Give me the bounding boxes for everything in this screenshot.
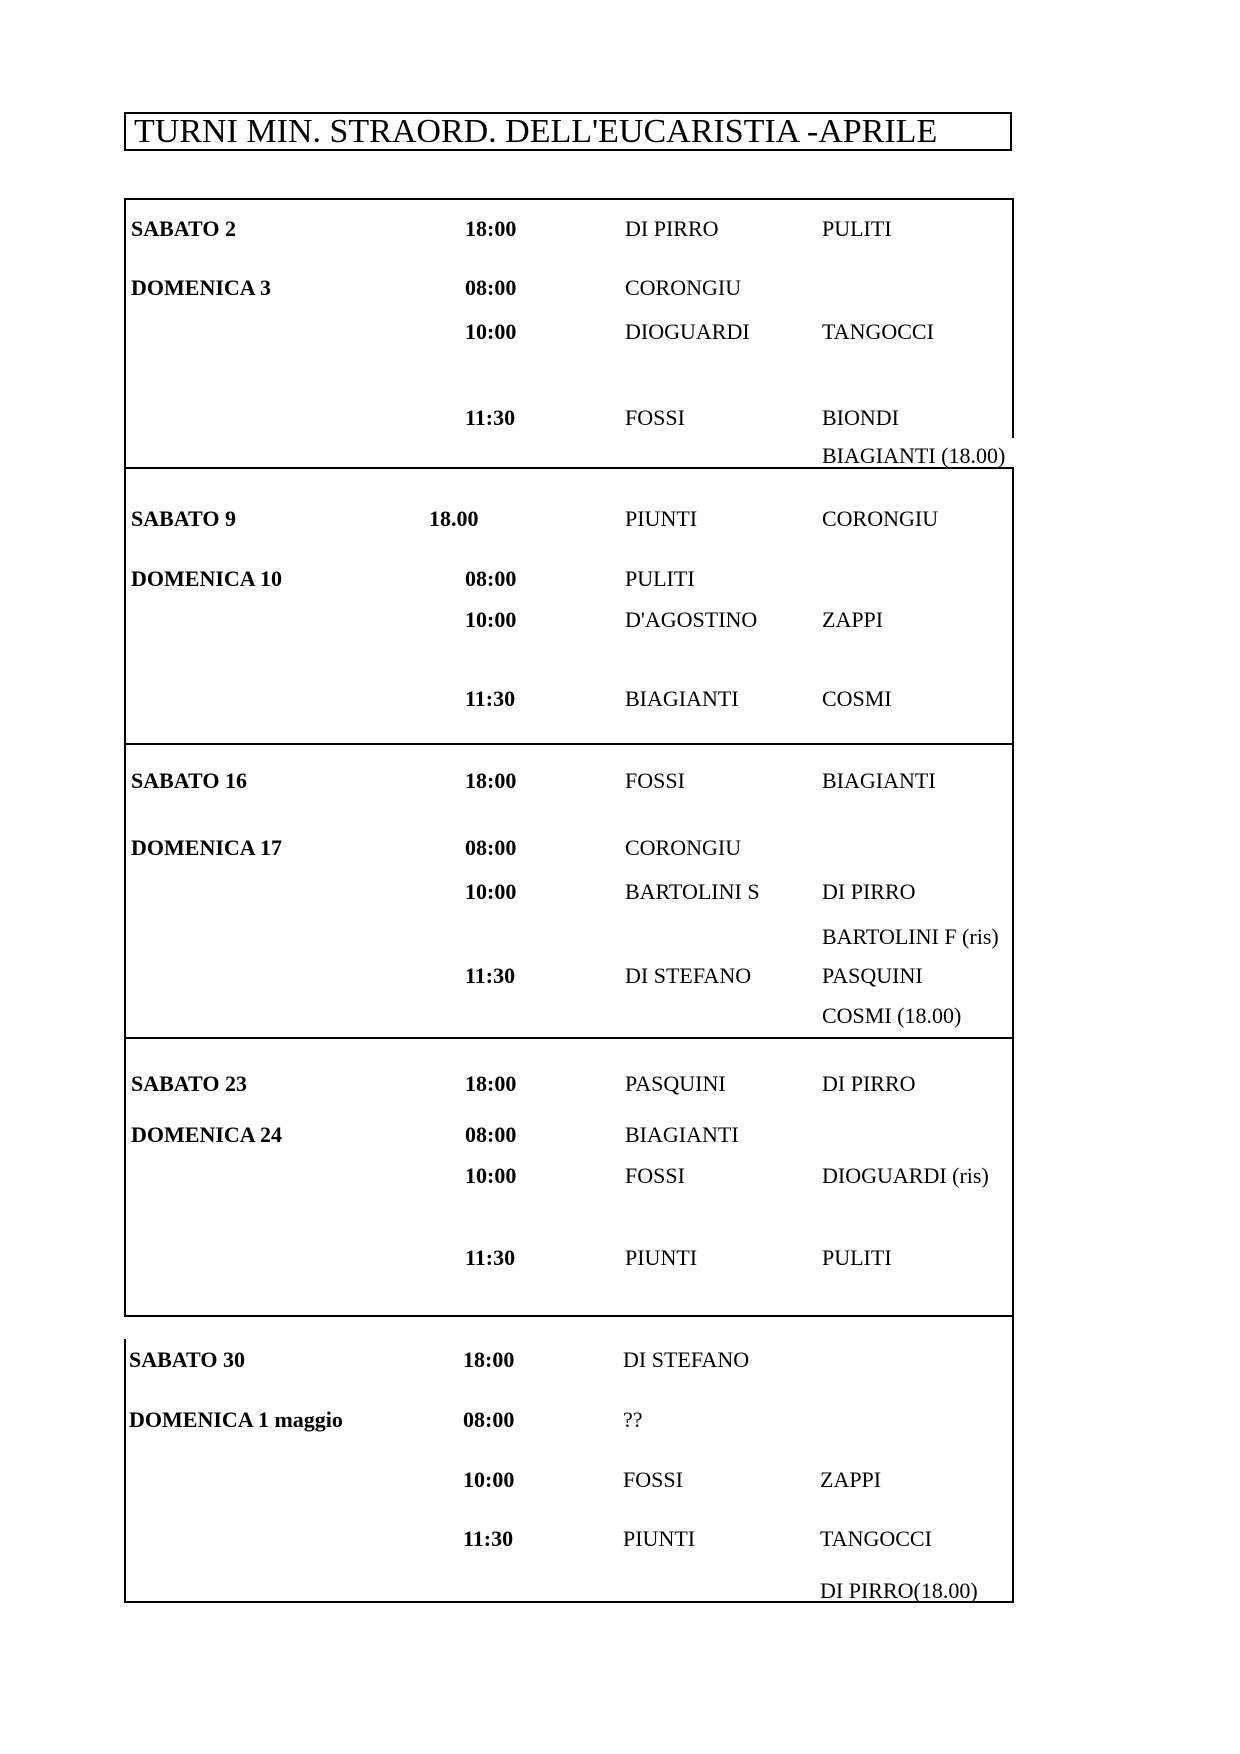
time-label: 18:00	[465, 1071, 517, 1096]
schedule-row	[126, 606, 1012, 634]
minister-1: DI PIRRO	[625, 216, 719, 241]
schedule-row	[126, 962, 1012, 990]
schedule-row	[126, 442, 1014, 470]
schedule-row	[126, 274, 1014, 302]
schedule-row	[126, 404, 1014, 432]
time-label: 18.00	[429, 506, 479, 531]
time-label: 10:00	[465, 319, 517, 344]
day-label: SABATO 16	[131, 768, 247, 793]
day-label: DOMENICA 10	[131, 566, 282, 591]
minister-2: COSMI	[822, 686, 892, 711]
minister-2: DIOGUARDI (ris)	[822, 1163, 989, 1188]
time-label: 08:00	[463, 1407, 515, 1432]
minister-1: BIAGIANTI	[625, 1122, 739, 1147]
page-title: TURNI MIN. STRAORD. DELL'EUCARISTIA -APRILE	[124, 112, 1012, 151]
schedule-row	[126, 685, 1012, 713]
week-block-2	[124, 469, 1014, 745]
week-block-5	[124, 1317, 1014, 1603]
minister-1: FOSSI	[623, 1467, 683, 1492]
week-block-4	[124, 1039, 1014, 1317]
day-label: SABATO 23	[131, 1071, 247, 1096]
minister-2: ZAPPI	[822, 607, 884, 632]
schedule-row	[126, 318, 1014, 346]
minister-2: TANGOCCI	[820, 1526, 932, 1551]
minister-1: D'AGOSTINO	[625, 607, 758, 632]
minister-2: COSMI (18.00)	[822, 1003, 962, 1028]
schedule-row	[126, 1162, 1012, 1190]
schedule-row	[126, 1070, 1012, 1098]
time-label: 11:30	[463, 1526, 514, 1551]
minister-1: CORONGIU	[625, 835, 742, 860]
time-label: 10:00	[465, 879, 517, 904]
time-label: 08:00	[465, 566, 517, 591]
minister-2: PASQUINI	[822, 963, 923, 988]
minister-2: BARTOLINI F (ris)	[822, 924, 999, 949]
minister-1: DI STEFANO	[623, 1347, 750, 1372]
day-label: SABATO 9	[131, 506, 236, 531]
minister-1: CORONGIU	[625, 275, 742, 300]
day-label: DOMENICA 1 maggio	[129, 1407, 343, 1432]
week-block-3	[124, 745, 1014, 1039]
time-label: 11:30	[465, 963, 516, 988]
minister-1: PIUNTI	[625, 506, 698, 531]
minister-1: PULITI	[625, 566, 695, 591]
minister-1: FOSSI	[625, 768, 685, 793]
week-block-1	[124, 198, 1014, 469]
minister-1: FOSSI	[625, 405, 685, 430]
schedule-row	[126, 1244, 1012, 1272]
schedule-row	[126, 878, 1012, 906]
day-label: SABATO 2	[131, 216, 236, 241]
time-label: 11:30	[465, 1245, 516, 1270]
minister-1: BIAGIANTI	[625, 686, 739, 711]
minister-1: PIUNTI	[625, 1245, 698, 1270]
minister-2: DI PIRRO(18.00)	[820, 1578, 978, 1603]
minister-1: PIUNTI	[623, 1526, 696, 1551]
minister-1: FOSSI	[625, 1163, 685, 1188]
minister-1: ??	[623, 1407, 643, 1432]
minister-2: TANGOCCI	[822, 319, 934, 344]
minister-2: BIONDI	[822, 405, 899, 430]
time-label: 10:00	[465, 607, 517, 632]
day-label: DOMENICA 24	[131, 1122, 282, 1147]
minister-1: DIOGUARDI	[625, 319, 750, 344]
schedule-row	[126, 834, 1012, 862]
minister-2: BIAGIANTI	[822, 768, 936, 793]
minister-1: PASQUINI	[625, 1071, 726, 1096]
day-label: SABATO 30	[129, 1347, 245, 1372]
schedule-row	[124, 1466, 1012, 1494]
schedule-row	[126, 767, 1012, 795]
time-label: 11:30	[465, 405, 516, 430]
minister-2: PULITI	[822, 216, 892, 241]
schedule-row	[124, 1525, 1012, 1553]
minister-1: DI STEFANO	[625, 963, 752, 988]
time-label: 10:00	[465, 1163, 517, 1188]
minister-2: DI PIRRO	[822, 1071, 916, 1096]
schedule-row	[126, 1121, 1012, 1149]
time-label: 18:00	[463, 1347, 515, 1372]
time-label: 18:00	[465, 768, 517, 793]
schedule-row	[126, 1002, 1012, 1030]
minister-1: BARTOLINI S	[625, 879, 760, 904]
time-label: 08:00	[465, 1122, 517, 1147]
schedule-row	[126, 923, 1012, 951]
time-label: 08:00	[465, 275, 517, 300]
schedule-row	[126, 505, 1012, 533]
schedule-row	[124, 1406, 1012, 1434]
schedule-row	[124, 1346, 1012, 1374]
minister-2: CORONGIU	[822, 506, 939, 531]
day-label: DOMENICA 3	[131, 275, 271, 300]
minister-2: ZAPPI	[820, 1467, 882, 1492]
time-label: 11:30	[465, 686, 516, 711]
schedule-row	[126, 565, 1012, 593]
minister-2: DI PIRRO	[822, 879, 916, 904]
minister-2: PULITI	[822, 1245, 892, 1270]
schedule-row	[124, 1577, 1012, 1605]
time-label: 10:00	[463, 1467, 515, 1492]
minister-2: BIAGIANTI (18.00)	[822, 443, 1006, 468]
schedule-row	[126, 215, 1014, 243]
time-label: 08:00	[465, 835, 517, 860]
time-label: 18:00	[465, 216, 517, 241]
day-label: DOMENICA 17	[131, 835, 282, 860]
